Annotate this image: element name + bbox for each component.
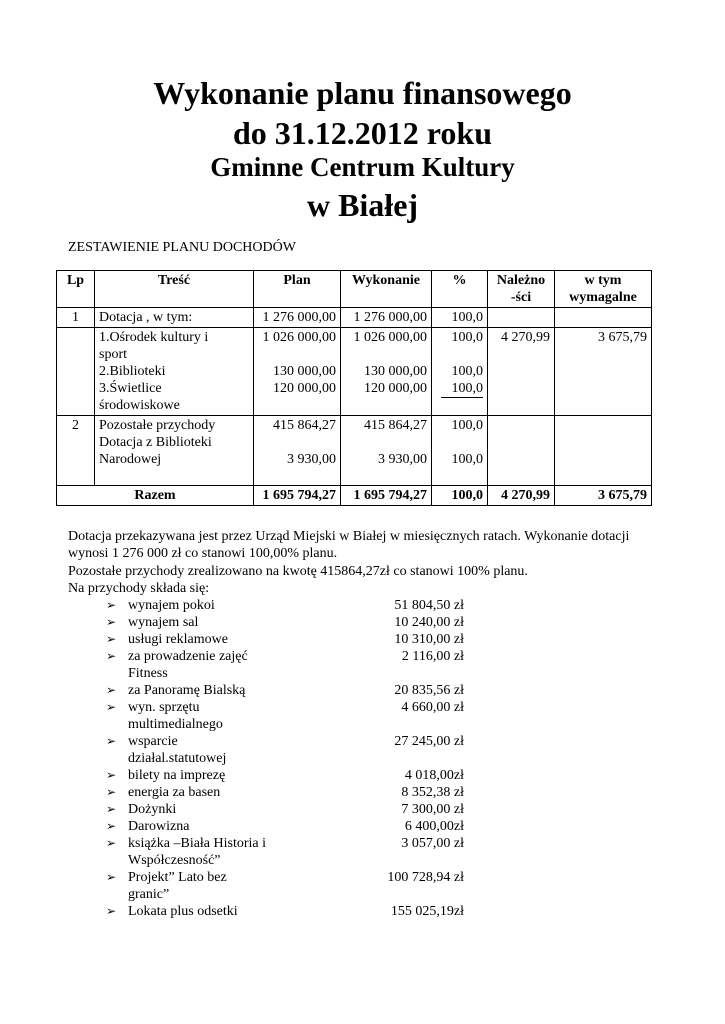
item-amount: 6 400,00zł: [404, 819, 464, 834]
item-label: wynajem pokoi: [128, 598, 215, 613]
row1sub-naleznosci: 4 270,99: [488, 328, 555, 416]
header-naleznosci-1: Należno: [496, 273, 546, 288]
item-label: wsparcie działal.statutowej: [128, 734, 227, 766]
row2-pct: [432, 416, 488, 486]
list-item: [106, 801, 466, 818]
table-row: [57, 416, 652, 486]
item-amount: 8 352,38 zł: [401, 785, 464, 800]
title-line-3: Gminne Centrum Kultury: [210, 152, 515, 182]
list-item: [106, 614, 466, 631]
item-amount: 10 240,00 zł: [394, 615, 464, 630]
tresc-line: sport: [99, 347, 127, 362]
tresc-line: 1.Ośrodek kultury i: [99, 330, 209, 345]
row1-pct: 100,0: [432, 308, 488, 328]
list-item: [106, 903, 466, 920]
row2-lp: 2: [57, 416, 95, 486]
item-label: Darowizna: [128, 819, 190, 834]
arrow-bullet-icon: ➢: [106, 819, 117, 833]
row2-wymagalne: [555, 416, 652, 486]
paragraph-sklad: Na przychody składa się:: [68, 581, 210, 596]
plan-value: 130 000,00: [273, 364, 336, 379]
row1sub-wymagalne: 3 675,79: [555, 328, 652, 416]
list-item: [106, 767, 466, 784]
item-amount: 7 300,00 zł: [401, 802, 464, 817]
row1sub-lp: [57, 328, 95, 416]
header-naleznosci-2: -ści: [510, 290, 532, 305]
list-item: [106, 597, 466, 614]
tresc-line: Pozostałe przychody: [99, 418, 216, 433]
arrow-bullet-icon: ➢: [106, 768, 117, 782]
item-label: wyn. sprzętu multimedialnego: [128, 700, 223, 732]
header-wykonanie: Wykonanie: [341, 271, 432, 308]
row2-plan: [254, 416, 341, 486]
income-plan-table: [56, 270, 652, 506]
total-label: Razem: [57, 486, 254, 506]
item-amount: 27 245,00 zł: [394, 734, 464, 749]
plan-value: 1 026 000,00: [262, 330, 336, 345]
row1sub-tresc: [95, 328, 254, 416]
list-item: [106, 784, 466, 801]
arrow-bullet-icon: ➢: [106, 649, 117, 663]
arrow-bullet-icon: ➢: [106, 802, 117, 816]
header-naleznosci: [488, 271, 555, 308]
plan-value: 415 864,27: [273, 418, 336, 433]
row1-wymagalne: [555, 308, 652, 328]
item-amount: 3 057,00 zł: [401, 836, 464, 851]
list-item: [106, 682, 466, 699]
row1-naleznosci: [488, 308, 555, 328]
arrow-bullet-icon: ➢: [106, 615, 117, 629]
item-amount: 20 835,56 zł: [394, 683, 464, 698]
list-item: [106, 648, 466, 682]
arrow-bullet-icon: ➢: [106, 632, 117, 646]
title-line-2: do 31.12.2012 roku: [232, 115, 492, 151]
row2-tresc: [95, 416, 254, 486]
pct-value: 100,0: [451, 364, 483, 379]
total-naleznosci: 4 270,99: [488, 486, 555, 506]
pct-value: 100,0: [441, 380, 483, 398]
arrow-bullet-icon: ➢: [106, 598, 117, 612]
item-label: energia za basen: [128, 785, 221, 800]
list-item: [106, 699, 466, 733]
total-pct: 100,0: [432, 486, 488, 506]
item-label: za prowadzenie zajęć Fitness: [128, 649, 248, 681]
arrow-bullet-icon: ➢: [106, 836, 117, 850]
row1-wykonanie: 1 276 000,00: [341, 308, 432, 328]
table-row: [57, 308, 652, 328]
paragraph-dotacja: Dotacja przekazywana jest przez Urząd Miejski w Białej w miesięcznych ratach. Wykonanie dotacji wynosi 1 276 000 zł co stanowi 100,00% planu.: [68, 529, 630, 561]
header-plan: Plan: [254, 271, 341, 308]
wykonanie-value: 120 000,00: [364, 381, 427, 396]
wykonanie-value: 130 000,00: [364, 364, 427, 379]
row1sub-plan: [254, 328, 341, 416]
row1-tresc: Dotacja , w tym:: [95, 308, 254, 328]
item-label: Dożynki: [128, 802, 177, 817]
pct-value: 100,0: [451, 418, 483, 433]
row2-naleznosci: [488, 416, 555, 486]
tresc-line: środowiskowe: [99, 398, 180, 413]
header-wymagalne-2: wymagalne: [569, 290, 637, 305]
row1sub-wykonanie: [341, 328, 432, 416]
item-amount: 155 025,19zł: [390, 904, 464, 919]
arrow-bullet-icon: ➢: [106, 700, 117, 714]
arrow-bullet-icon: ➢: [106, 785, 117, 799]
table-row: [57, 328, 652, 416]
list-item: [106, 835, 466, 869]
item-label: Projekt” Lato bez granic”: [128, 870, 227, 902]
title-line-4: w Białej: [306, 187, 419, 223]
header-wymagalne: [555, 271, 652, 308]
row1-plan: 1 276 000,00: [254, 308, 341, 328]
tresc-line: Dotacja z Biblioteki: [99, 435, 212, 450]
pct-value: 100,0: [451, 330, 483, 345]
item-amount: 4 018,00zł: [404, 768, 464, 783]
item-label: bilety na imprezę: [128, 768, 226, 783]
tresc-line: 2.Biblioteki: [99, 364, 166, 379]
arrow-bullet-icon: ➢: [106, 904, 117, 918]
wykonanie-value: 415 864,27: [364, 418, 427, 433]
arrow-bullet-icon: ➢: [106, 683, 117, 697]
tresc-line: 3.Świetlice: [99, 381, 162, 396]
header-lp: Lp: [57, 271, 95, 308]
row1sub-pct: [432, 328, 488, 416]
tresc-line: Narodowej: [99, 452, 162, 467]
table-header-row: [57, 271, 652, 308]
pct-value: 100,0: [451, 452, 483, 467]
arrow-bullet-icon: ➢: [106, 870, 117, 884]
item-amount: 10 310,00 zł: [394, 632, 464, 647]
list-item: [106, 733, 466, 767]
table-total-row: [57, 486, 652, 506]
wykonanie-value: 3 930,00: [378, 452, 427, 467]
item-amount: 51 804,50 zł: [394, 598, 464, 613]
list-item: [106, 869, 466, 903]
list-item: [106, 818, 466, 835]
header-pct: %: [432, 271, 488, 308]
wykonanie-value: 1 026 000,00: [353, 330, 427, 345]
arrow-bullet-icon: ➢: [106, 734, 117, 748]
item-label: usługi reklamowe: [128, 632, 228, 647]
header-tresc: Treść: [95, 271, 254, 308]
item-label: za Panoramę Bialską: [128, 683, 246, 698]
plan-value: 3 930,00: [287, 452, 336, 467]
total-wymagalne: 3 675,79: [555, 486, 652, 506]
paragraph-pozostale: Pozostałe przychody zrealizowano na kwotę 415864,27zł co stanowi 100% planu.: [68, 564, 528, 579]
total-plan: 1 695 794,27: [254, 486, 341, 506]
item-amount: 100 728,94 zł: [387, 870, 464, 885]
item-label: wynajem sal: [128, 615, 199, 630]
total-wykonanie: 1 695 794,27: [341, 486, 432, 506]
row2-wykonanie: [341, 416, 432, 486]
section-heading: ZESTAWIENIE PLANU DOCHODÓW: [68, 240, 296, 255]
item-amount: 4 660,00 zł: [401, 700, 464, 715]
title-line-1: Wykonanie planu finansowego: [153, 75, 572, 111]
plan-value: 120 000,00: [273, 381, 336, 396]
item-amount: 2 116,00 zł: [401, 649, 464, 664]
header-wymagalne-1: w tym: [584, 273, 622, 288]
item-label: Lokata plus odsetki: [128, 904, 238, 919]
list-item: [106, 631, 466, 648]
income-items-list: [106, 597, 466, 920]
row1-lp: 1: [57, 308, 95, 328]
item-label: książka –Biała Historia i Współczesność”: [128, 836, 267, 868]
